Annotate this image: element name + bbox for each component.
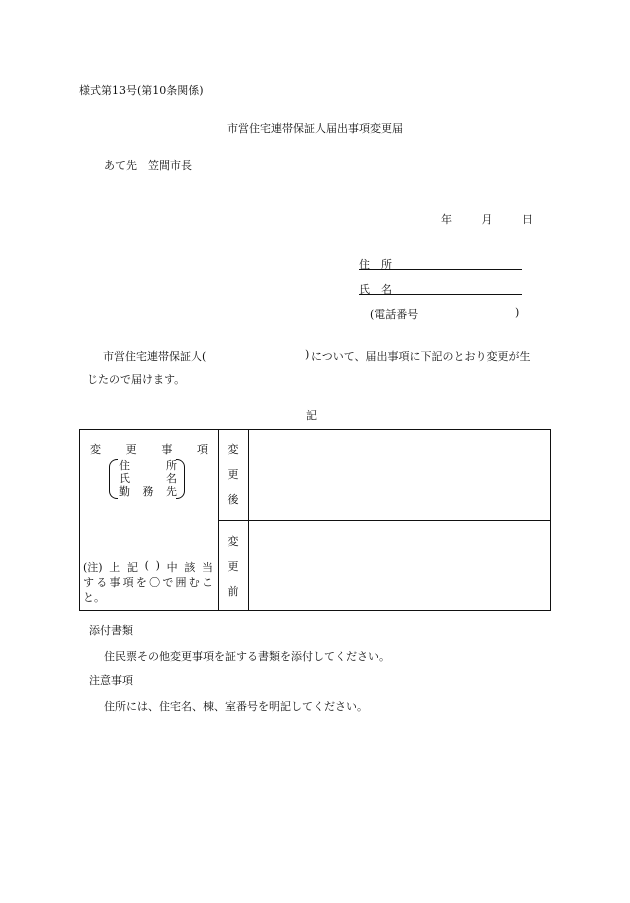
address-field[interactable]	[359, 256, 522, 270]
phone-close-paren: )	[515, 306, 520, 319]
name-field[interactable]	[359, 281, 522, 295]
after-change-label: 変 更 後	[227, 443, 239, 506]
option-name[interactable]: 氏 名	[119, 472, 177, 485]
date-year: 年	[441, 213, 452, 226]
right-bracket	[176, 459, 185, 499]
form-number: 様式第13号(第10条関係)	[79, 84, 204, 97]
change-options	[109, 459, 185, 499]
date-month: 月	[481, 213, 493, 226]
date-line	[441, 211, 533, 227]
ki-heading: 記	[306, 409, 317, 422]
note-line3: と。	[83, 591, 105, 604]
note-line2: す る 事 項 を 〇 で 囲 む こ	[83, 576, 213, 589]
statement-line1-close: )	[305, 348, 310, 361]
statement-line2: じたので届けます。	[87, 373, 186, 386]
option-address[interactable]: 住 所	[119, 459, 177, 472]
addressee: あて先 笠間市長	[104, 159, 192, 172]
attachment-heading: 添付書類	[89, 624, 133, 637]
caution-heading: 注意事項	[89, 674, 133, 687]
left-bracket	[109, 459, 118, 499]
document-title: 市営住宅連帯保証人届出事項変更届	[227, 122, 403, 135]
note-line1: (注) 上 記 ( ) 中 該 当	[83, 559, 213, 574]
attachment-body: 住民票その他変更事項を証する書類を添付してください。	[104, 650, 390, 663]
statement-line1-start: 市営住宅連帯保証人(	[103, 350, 207, 363]
before-change-label: 変 更 前	[227, 535, 239, 598]
address-label: 住 所	[359, 258, 392, 271]
phone-label: (電話番号	[370, 308, 419, 321]
statement-line1-end: について、届出事項に下記のとおり変更が生	[311, 350, 531, 363]
option-workplace[interactable]: 勤 務 先	[119, 485, 177, 498]
date-day: 日	[522, 213, 533, 226]
table-divider-middle	[218, 520, 551, 521]
change-items-heading: 変 更 事 項	[90, 443, 208, 456]
name-label: 氏 名	[359, 283, 392, 296]
caution-body: 住所には、住宅名、棟、室番号を明記してください。	[104, 700, 368, 713]
